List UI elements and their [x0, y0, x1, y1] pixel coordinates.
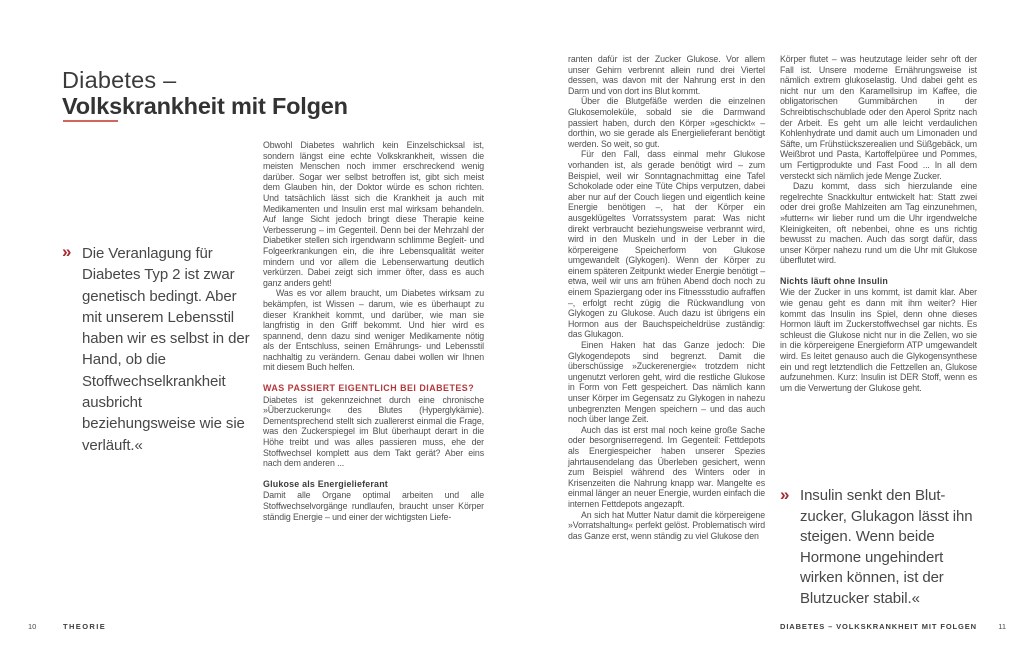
body-paragraph: An sich hat Mutter Natur damit die körpereigene »Vorratshaltung« perfekt gelöst. Problematisch wird das Ganze erst, wenn ständig zu viel Glukose den [568, 509, 765, 541]
body-paragraph: Für den Fall, dass einmal mehr Glukose vorhanden ist, als gerade benötigt wird – zum Beispiel, weil wir Sonntagnachmittag eine Tafel Schokolade oder eine Tüte Chips verputzen, dabei aber nur auf der Couch liegen und eigentlich keine Energie benötigen –, hat der Körper ein ausgeklügeltes Vorratssystem parat: Was nicht direkt verbraucht beziehungsweise verbrannt wird, wird in den Muskeln und in der Leber in die körpereigene Speicherform von Glukose umgewandelt (Glykogen). Wenn der Körper zu einem späteren Zeitpunkt wieder Energie benötigt – etwa, weil wir uns am frühen Abend doch noch zu einem Spaziergang oder ins Fitnessstudio aufraffen –, erfolgt recht zügig die Rückwandlung von Glykogen zu Glukose. Auch dazu ist übrigens ein Hormon aus der Bauchspeicheldrüse zuständig: das Glukagon. [568, 149, 765, 340]
body-paragraph: Was es vor allem braucht, um Diabetes wirksam zu bekämpfen, ist Wissen – darum, wie es überhaupt zu dieser Krankheit kommt, und darüber, wie man sie langfristig in den Griff bekommt. Und hier wird es spannend, denn dazu sind weniger Medikamente nötig als der Entschluss, seinen Ernährungs- und Lebensstil nachhaltig zu verändern. Genau dabei wollen wir Ihnen mit diesem Buch helfen. [263, 288, 484, 373]
title-line-2: Volkskrankheit mit Folgen [62, 93, 348, 120]
subheading-insulin: Nichts läuft ohne Insulin [780, 275, 889, 286]
footer-section-label: THEORIE [63, 622, 107, 631]
right-page-column-2 [780, 54, 977, 393]
page-number-right: 11 [998, 622, 1006, 631]
page-number-left: 10 [28, 622, 37, 631]
pull-quote-text: Die Veranlagung für Diabetes Typ 2 ist zwar genetisch bedingt. Aber mit unserem Lebensstil haben wir es selbst in der Hand, ob die Stoffwechselkrankheit ausbricht beziehungsweise wie sie verläuft.« [82, 245, 250, 454]
body-paragraph: Körper flutet – was heutzutage leider sehr oft der Fall ist. Unsere moderne Ernährungsweise ist nämlich extrem glukoselastig. Und dabei geht es nicht nur um den Karamellsirup im Kaffee, die obligatorischen Gummibärchen in der Schreibtischschublade oder den Aperol Spritz nach der Arbeit. Es geht um alle leicht verdaulichen Kohlenhydrate und damit auch um Limonaden und Säfte, um Frühstückszerealien und Süßgebäck, um Weißbrot und Pasta, Kartoffelpüree und Pommes, um Fertigprodukte und Fast Food ... In all dem versteckt sich nämlich jede Menge Zucker. [780, 54, 977, 181]
subheading-glukose: Glukose als Energielieferant [263, 478, 388, 489]
title-underline-rule [63, 120, 118, 122]
body-paragraph: Dazu kommt, dass sich hierzulande eine regelrechte Snackkultur entwickelt hat: Statt zwei oder drei große Mahlzeiten am Tag einzunehmen, »futtern« wir lieber rund um die Uhr irgendwelche Kleinigkeiten, oft nebenbei, ohne es uns richtig bewusst zu machen. Auch das sorgt dafür, dass unser Körper nahezu rund um die Uhr mit Glukose überflutet wird. [780, 181, 977, 266]
body-paragraph: Auch das ist erst mal noch keine große Sache oder besorgniserregend. Im Gegenteil: Fettdepots als Energiespeicher haben unserer Spezies jahrtausendelang das Überleben gesichert, wenn zum Beispiel während des Winters oder in Krisenzeiten die Nahrung knapp war. Mangelte es einmal länger an neuer Energie, wurden einfach die internen Fettdepots angezapft. [568, 424, 765, 509]
body-paragraph: Einen Haken hat das Ganze jedoch: Die Glykogendepots sind begrenzt. Damit die überschüssige »Zuckerenergie« trotzdem nicht ungenutzt verloren geht, wird die restliche Glukose in Form von Fett gespeichert. Das nämlich kann unser Körper im Gegensatz zu Glykogen in nahezu unbegrenzten Mengen speichern – und das auch noch über lange Zeit. [568, 340, 765, 425]
body-paragraph: ranten dafür ist der Zucker Glukose. Vor allem unser Gehirn verbrennt allein rund drei Viertel dessen, was davon mit der Nahrung erst in den Darm und von dort ins Blut kommt. [568, 54, 765, 96]
page-title [62, 67, 348, 119]
footer-chapter-label: DIABETES – VOLKSKRANKHEIT MIT FOLGEN [780, 622, 977, 631]
quote-guillemet-icon: » [780, 485, 789, 504]
body-paragraph: Wie der Zucker in uns kommt, ist damit klar. Aber wie genau geht es dann mit ihm weiter? Hier kommt das Insulin ins Spiel, denn ohne dieses Hormon läuft im Zuckerstoffwechsel gar nichts. Es schleust die Glukose nicht nur in die Zellen, wo sie in die körpereigene Energieform ATP umgewandelt wird. Es leitet genauso auch die Glykogensynthese ein und regt letztendlich die Fettzellen an, Glukose aufzunehmen. Kurz: Insulin ist DER Stoff, wenn es um die Verwertung der Glukose geht. [780, 287, 977, 393]
section-heading-was-passiert: WAS PASSIERT EIGENTLICH BEI DIABETES? [263, 383, 475, 394]
body-paragraph: Diabetes ist gekennzeichnet durch eine chronische »Überzuckerung« des Blutes (Hyperglykämie). Dementsprechend stellt sich zuallererst einmal die Frage, was den Zuckerspiegel im Blut überhaupt derart in die Höhe treibt und was alles passieren muss, ehe der Stoffwechsel komplett aus dem Takt gerät? Aber eins nach dem anderen ... [263, 394, 484, 469]
quote-guillemet-icon: » [62, 242, 71, 261]
right-page-column-1 [568, 54, 765, 541]
body-paragraph: Über die Blutgefäße werden die einzelnen Glukosemoleküle, sobald sie die Darmwand passiert haben, durch den Körper »geschickt« – dorthin, wo sie gerade als Energielieferant benötigt werden. So weit, so gut. [568, 96, 765, 149]
title-line-1: Diabetes – [62, 67, 177, 94]
pull-quote-insulin [780, 486, 976, 609]
left-page-body-column [263, 140, 484, 522]
pull-quote-veranlagung [62, 243, 254, 456]
pull-quote-text: Insulin senkt den Blutzucker, Glukagon lässt ihn steigen. Wenn beide Hormone ungehindert wirken können, ist der Blutzucker stabil.« [800, 487, 973, 607]
body-paragraph: Obwohl Diabetes wahrlich kein Einzelschicksal ist, sondern längst eine echte Volkskrankheit, wissen die meisten Menschen noch immer erschreckend wenig darüber. Sogar wer selbst betroffen ist, gibt sich meist dem Glauben hin, der Doktor würde es schon richten. Und tatsächlich lässt sich die Krankheit ja auch mit Medikamenten und Insulin erst mal wirksam behandeln. Auf lange Sicht jedoch bringt diese Therapie keine Verbesserung – im Gegenteil. Denn bei der Mehrzahl der Diabetiker stellen sich irgendwann schlimme Begleit- und Folgeerkrankungen ein, die ihre Lebensqualität weiter mindern und vor allem die Lebenserwartung deutlich verkürzen. Dabei zeigt sich immer öfter, dass es auch ganz anders geht! [263, 140, 484, 288]
body-paragraph: Damit alle Organe optimal arbeiten und alle Stoffwechselvorgänge rundlaufen, braucht unser Körper ständig Energie – und einer der wichtigsten Liefe- [263, 490, 484, 522]
